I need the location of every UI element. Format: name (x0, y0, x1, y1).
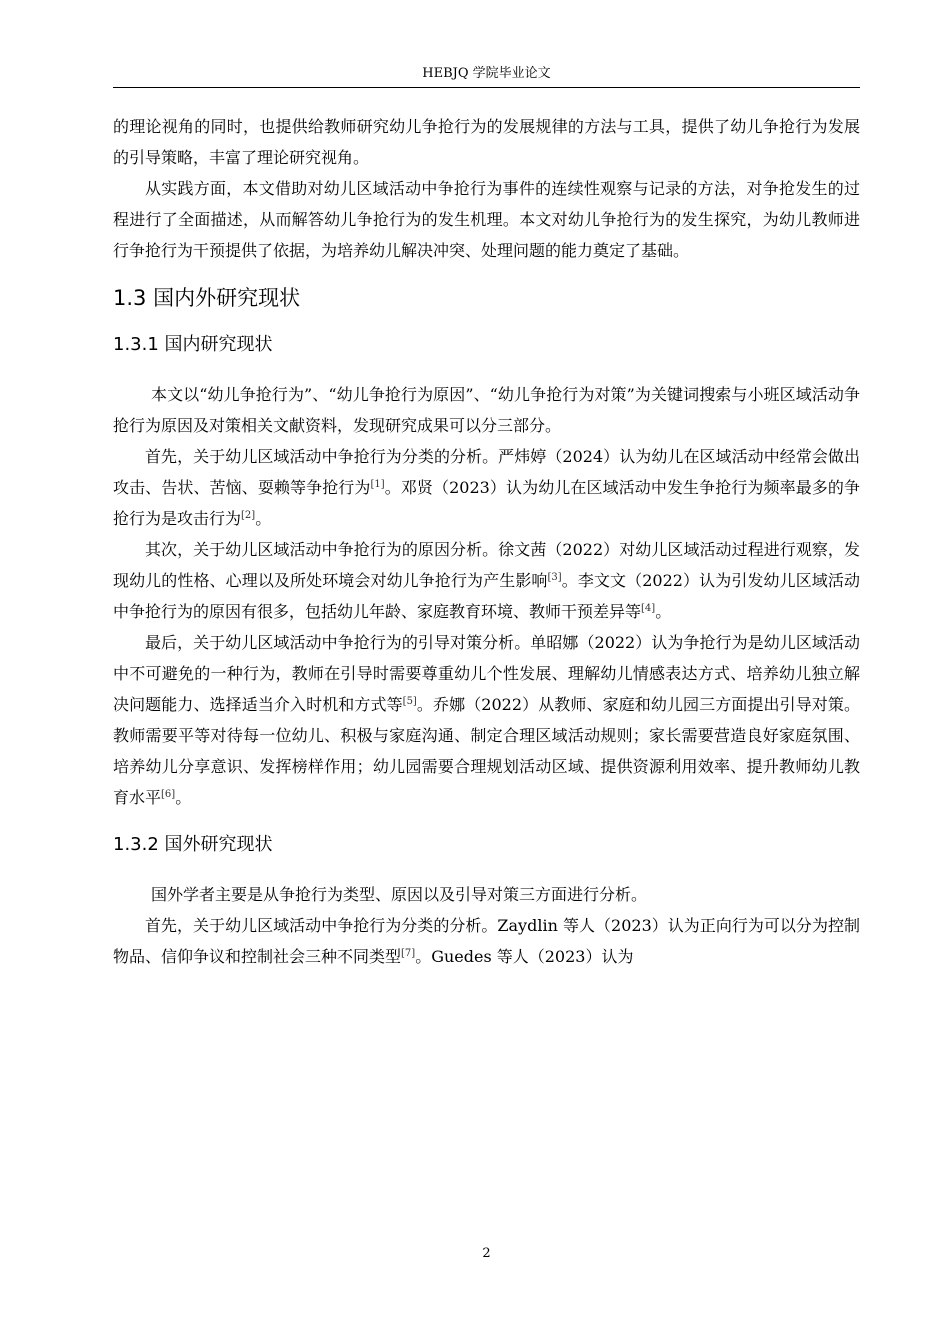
paragraph (113, 441, 860, 534)
text-run: 。 (255, 509, 272, 528)
running-header: HEBJQ 学院毕业论文 (422, 66, 551, 81)
text-run: 其次，关于幼儿区域活动中争抢行为的原因分析。徐文茜（2022）对幼儿区域活动过程进行观察，发现幼儿的性格、心理以及所处环境会对幼儿争抢行为产生影响 (113, 540, 860, 590)
citation: [3] (547, 572, 562, 583)
paragraph: 国外学者主要是从争抢行为类型、原因以及引导对策三方面进行分析。 (151, 885, 648, 904)
text-run: 。乔娜（2022）从教师、家庭和幼儿园三方面提出引导对策。教师需要平等对待每一位幼儿、积极与家庭沟通、制定合理区域活动规则；家长需要营造良好家庭氛围、培养幼儿分享意识、发挥榜样作用；幼儿园需要合理规划活动区域、提供资源利用效率、提升教师幼儿教育水平 (113, 695, 860, 807)
paragraph: 从实践方面，本文借助对幼儿区域活动中争抢行为事件的连续性观察与记录的方法，对争抢发生的过程进行了全面描述，从而解答幼儿争抢行为的发生机理。本文对幼儿争抢行为的发生探究，为幼儿教师进行争抢行为干预提供了依据，为培养幼儿解决冲突、处理问题的能力奠定了基础。 (113, 179, 860, 260)
subsection-heading: 1.3.1 国内研究现状 (113, 334, 273, 355)
text-run: 。 (175, 788, 192, 807)
citation: [7] (401, 948, 416, 959)
page-body (113, 111, 860, 972)
paragraph (113, 910, 860, 972)
text-run: 。李文文（2022）认为引发幼儿区域活动中争抢行为的原因有很多，包括幼儿年龄、家庭教育环境、教师干预差异等 (113, 571, 860, 621)
section-heading: 1.3 国内外研究现状 (113, 286, 301, 310)
paragraph: 的理论视角的同时，也提供给教师研究幼儿争抢行为的发展规律的方法与工具，提供了幼儿争抢行为发展的引导策略，丰富了理论研究视角。 (113, 117, 860, 167)
text-run: 。邓贤（2023）认为幼儿在区域活动中发生争抢行为频率最多的争抢行为是攻击行为 (113, 478, 860, 528)
citation: [4] (641, 603, 656, 614)
text-run: 最后，关于幼儿区域活动中争抢行为的引导对策分析。单昭娜（2022）认为争抢行为是幼儿区域活动中不可避免的一种行为，教师在引导时需要尊重幼儿个性发展、理解幼儿情感表达方式、培养幼儿独立解决问题能力、选择适当介入时机和方式等 (113, 633, 860, 714)
citation: [6] (161, 789, 176, 800)
header-rule (113, 87, 860, 88)
paragraph (113, 534, 860, 627)
page-number: 2 (482, 1246, 491, 1261)
paragraph: 本文以“幼儿争抢行为”、“幼儿争抢行为原因”、“幼儿争抢行为对策”为关键词搜索与小班区域活动争抢行为原因及对策相关文献资料，发现研究成果可以分三部分。 (113, 385, 860, 435)
text-run: 首先，关于幼儿区域活动中争抢行为分类的分析。严炜婷（2024）认为幼儿在区域活动中经常会做出攻击、告状、苦恼、耍赖等争抢行为 (113, 447, 860, 497)
text-run: 。Guedes 等人（2023）认为 (415, 947, 634, 966)
text-run: 。 (655, 602, 672, 621)
citation: [5] (402, 696, 417, 707)
citation: [1] (370, 479, 385, 490)
paragraph (113, 627, 860, 813)
subsection-heading: 1.3.2 国外研究现状 (113, 834, 273, 855)
citation: [2] (241, 510, 256, 521)
text-run: 首先，关于幼儿区域活动中争抢行为分类的分析。Zaydlin 等人（2023）认为正向行为可以分为控制物品、信仰争议和控制社会三种不同类型 (113, 916, 860, 966)
